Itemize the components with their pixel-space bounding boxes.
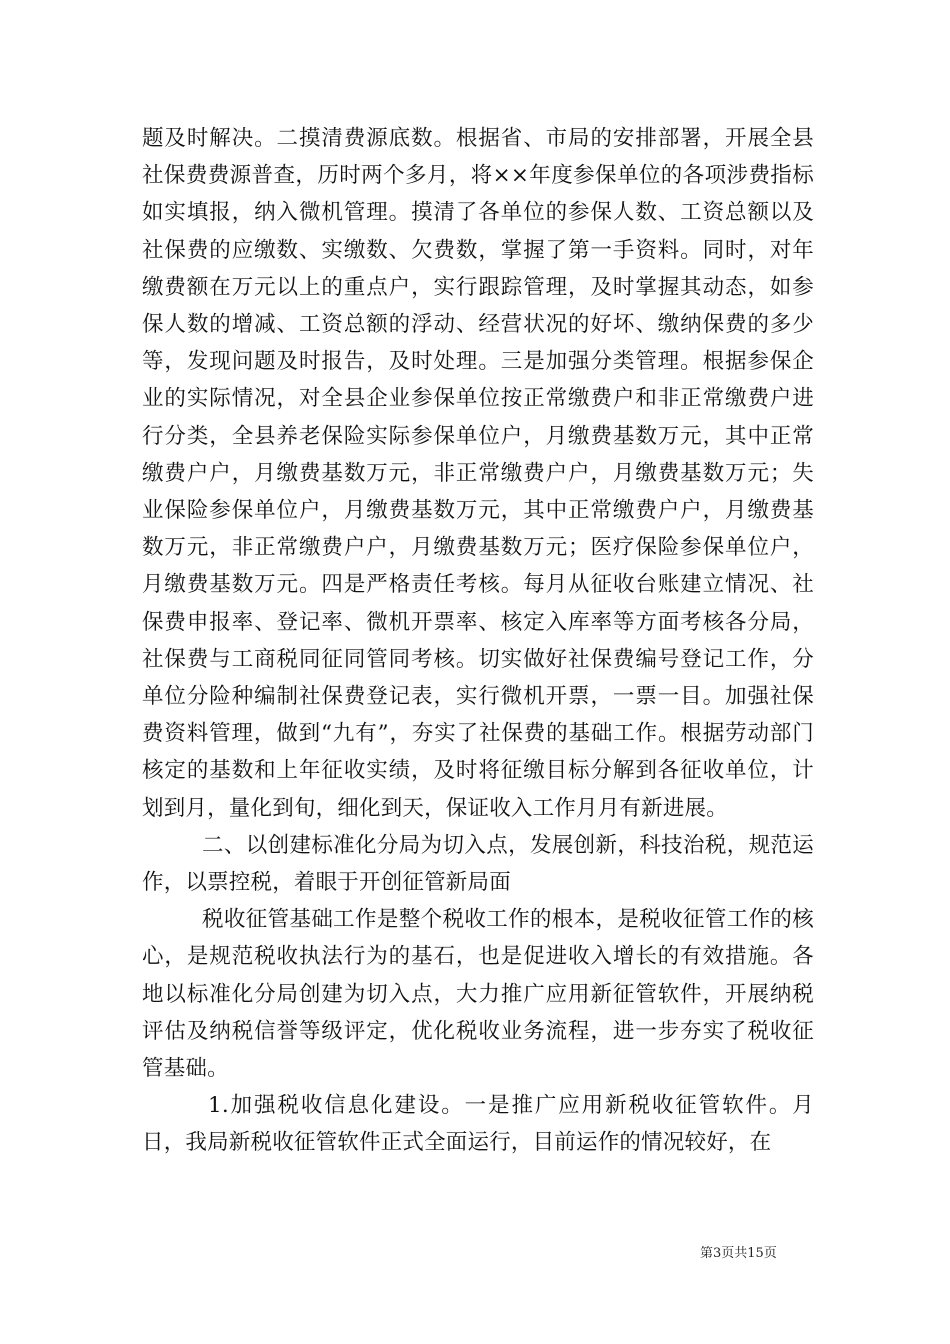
paragraph-intro: 税收征管基础工作是整个税收工作的根本，是税收征管工作的核心，是规范税收执法行为的基石，也是促进收入增长的有效措施。各地以标准化分局创建为切入点，大力推广应用新征管软件，开展纳税评估及纳税信誉等级评定，优化税收业务流程，进一步夯实了税收征管基础。 xyxy=(142,907,814,1082)
section-heading: 二、以创建标准化分局为切入点，发展创新，科技治税，规范运作，以票控税，着眼于开创征管新局面 xyxy=(142,832,814,896)
document-body xyxy=(142,120,814,1162)
paragraph-item-one: 1.加强税收信息化建设。一是推广应用新税收征管软件。月日，我局新税收征管软件正式全面运行，目前运作的情况较好，在 xyxy=(142,1093,814,1156)
paragraph-continuation: 题及时解决。二摸清费源底数。根据省、市局的安排部署，开展全县社保费费源普查，历时两个多月，将××年度参保单位的各项涉费指标如实填报，纳入微机管理。摸清了各单位的参保人数、工资总额以及社保费的应缴数、实缴数、欠费数，掌握了第一手资料。同时，对年缴费额在万元以上的重点户，实行跟踪管理，及时掌握其动态，如参保人数的增减、工资总额的浮动、经营状况的好坏、缴纳保费的多少等，发现问题及时报告，及时处理。三是加强分类管理。根据参保企业的实际情况，对全县企业参保单位按正常缴费户和非正常缴费户进行分类，全县养老保险实际参保单位户，月缴费基数万元，其中正常缴费户户，月缴费基数万元，非正常缴费户户，月缴费基数万元；失业保险参保单位户，月缴费基数万元，其中正常缴费户户，月缴费基数万元，非正常缴费户户，月缴费基数万元；医疗保险参保单位户，月缴费基数万元。四是严格责任考核。每月从征收台账建立情况、社保费申报率、登记率、微机开票率、核定入库率等方面考核各分局，社保费与工商税同征同管同考核。切实做好社保费编号登记工作，分单位分险种编制社保费登记表，实行微机开票，一票一目。加强社保费资料管理，做到“九有”，夯实了社保费的基础工作。根据劳动部门核定的基数和上年征收实绩，及时将征缴目标分解到各征收单位，计划到月，量化到旬，细化到天，保证收入工作月月有新进展。 xyxy=(142,126,814,821)
page-number-footer: 第3页共15页 xyxy=(700,1246,777,1261)
